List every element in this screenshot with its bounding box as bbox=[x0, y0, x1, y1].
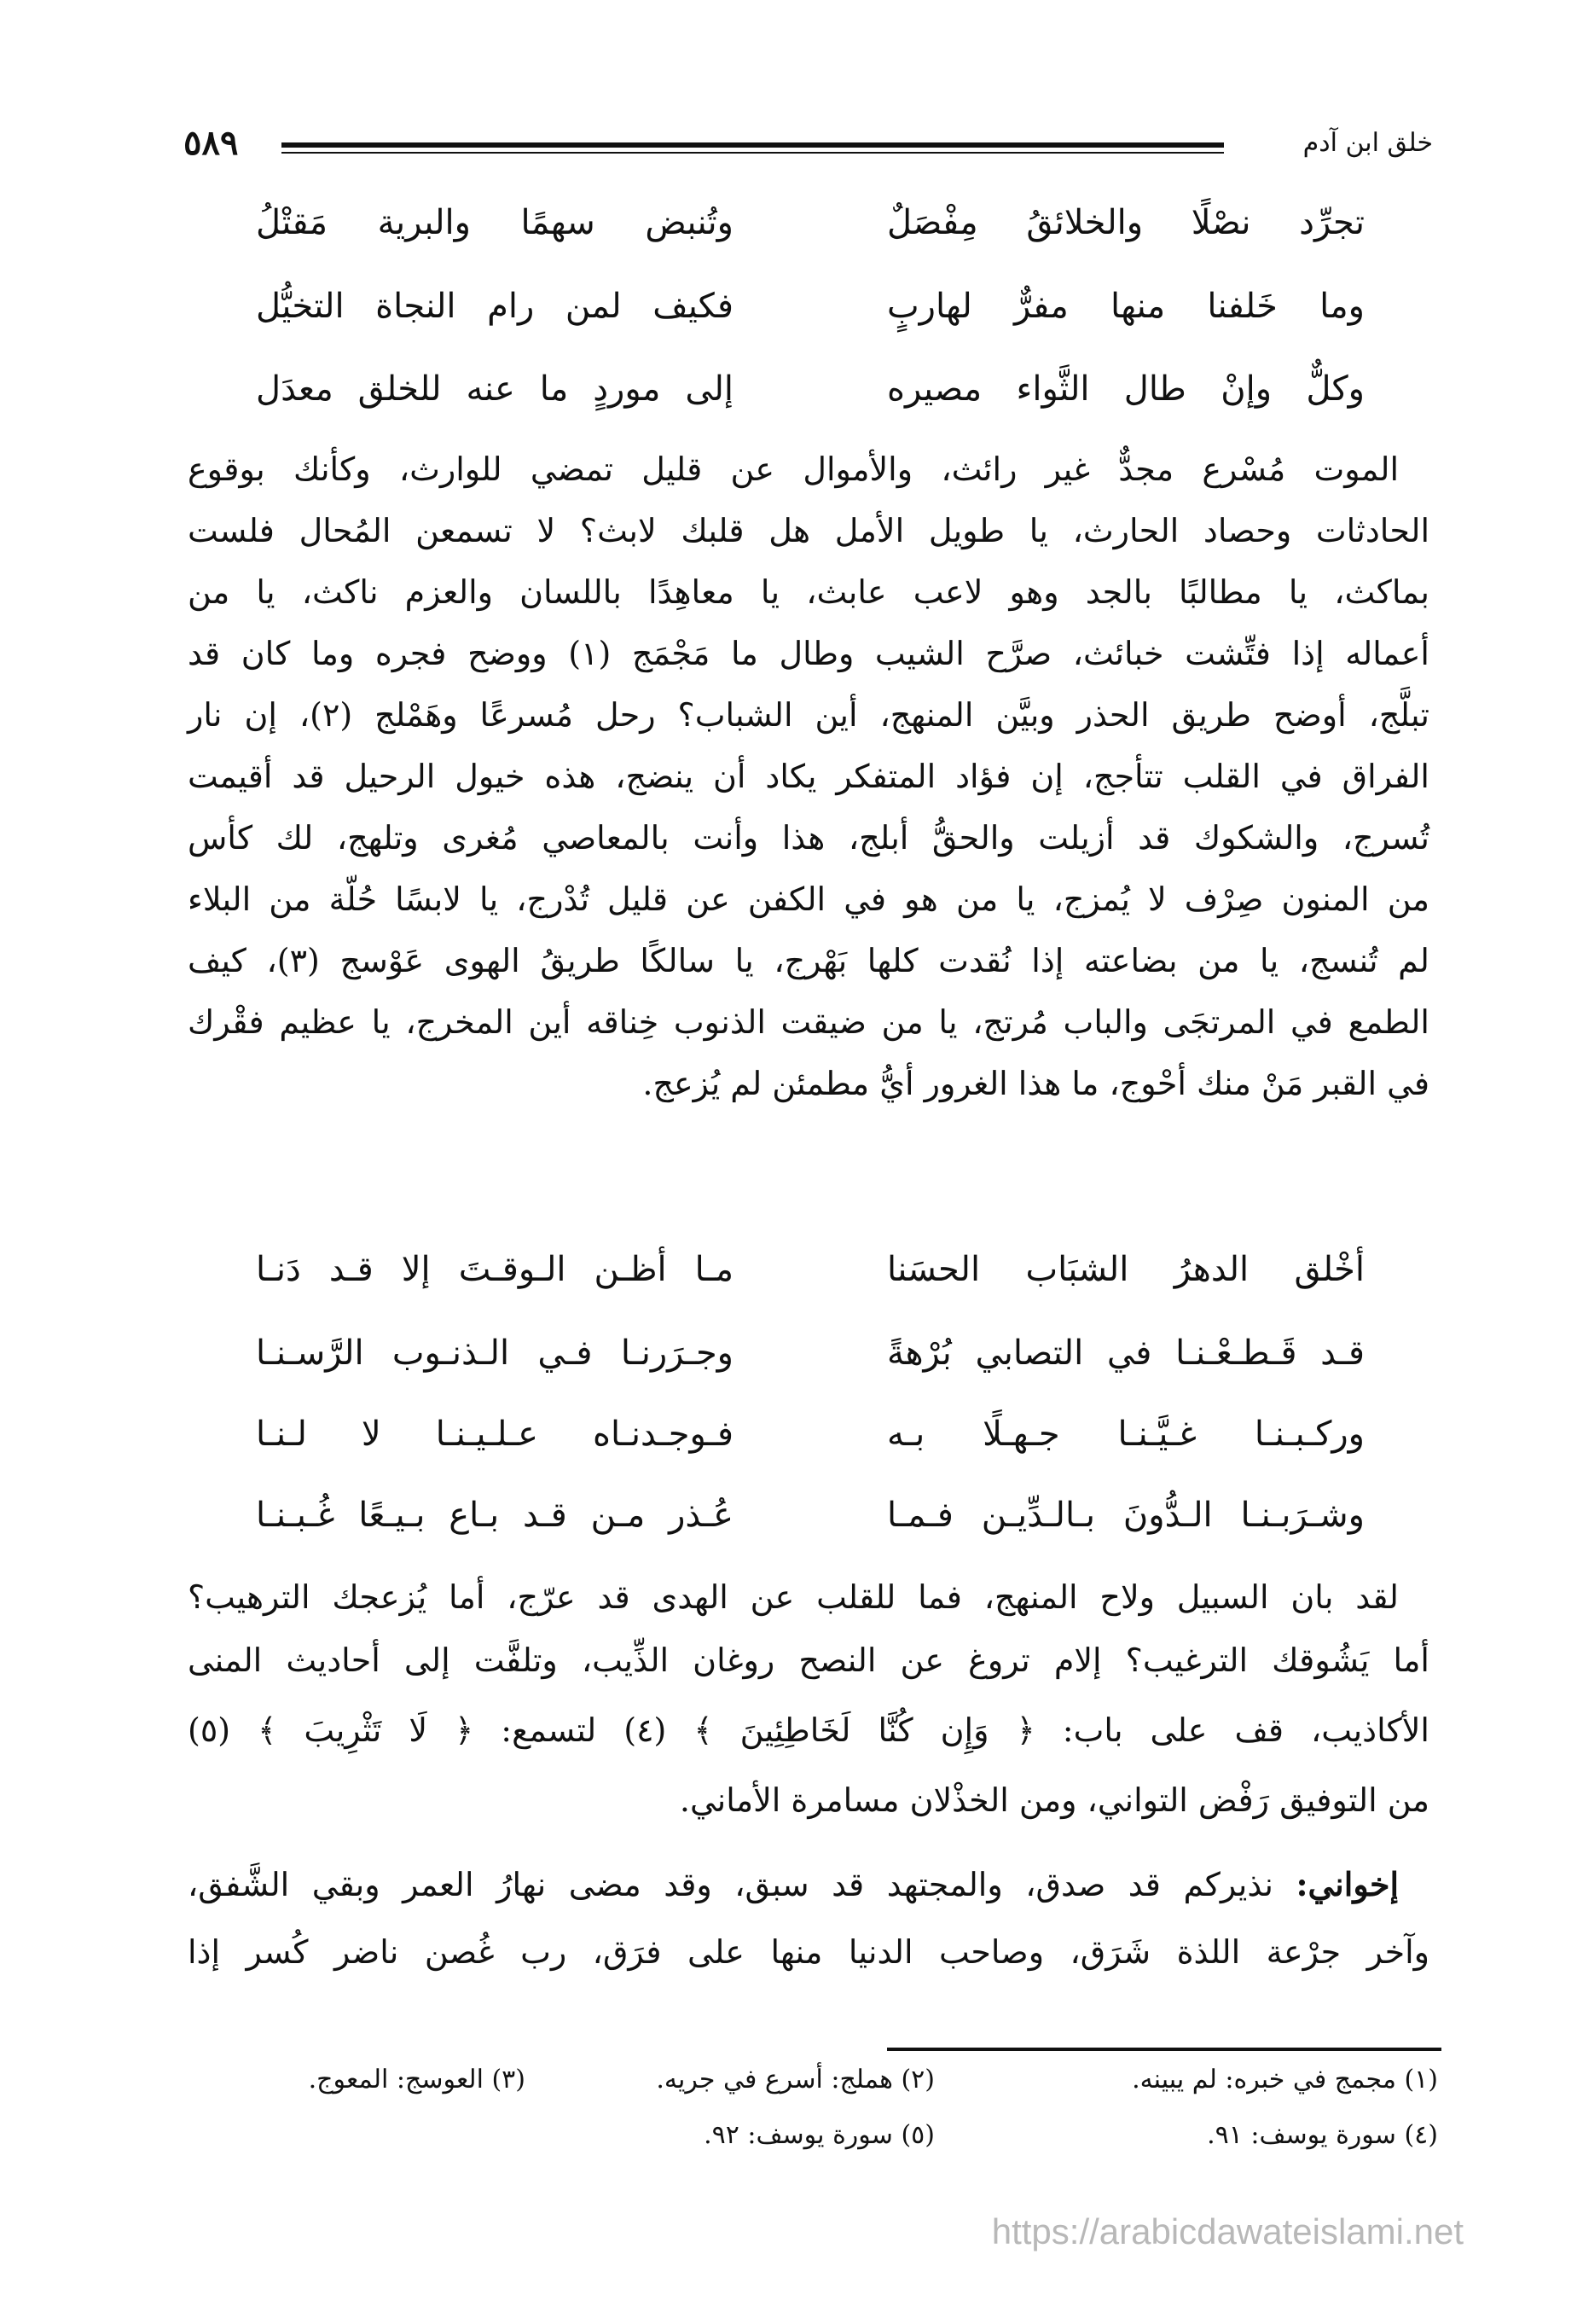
header-rule bbox=[281, 142, 1224, 148]
watermark-url: https://arabicdawateislami.net bbox=[991, 2211, 1464, 2251]
paragraph-line: في القبر مَنْ منك أحْوج، ما هذا الغرور أيُّ مطمئن لم يُزعج. bbox=[642, 1065, 1429, 1102]
paragraph-line: الفراق في القلب تتأجج، إن فؤاد المتفكر يكاد أن ينضج، هذه خيول الرحيل قد أقيمت bbox=[188, 758, 1429, 795]
line-text: نذيركم قد صدق، والمجتهد قد سبق، وقد مضى نهارُ العمر وبقي الشَّفق، bbox=[188, 1866, 1296, 1903]
hemistich: وتُنبض سهمًا والبرية مَقتْلُ bbox=[256, 203, 734, 242]
hemistich: أخْلق الدهرُ الشبَاب الحسَنا bbox=[887, 1250, 1365, 1289]
hemistich: وشـرَبـنـا الـدُّونَ بـالـدِّيـن فـمـا bbox=[887, 1496, 1365, 1535]
verse-line bbox=[256, 369, 1365, 421]
paragraph-line: بماكث، يا مطالبًا بالجد وهو لاعب عابث، يا معاهِدًا باللسان والعزم ناكث، يا من bbox=[188, 573, 1429, 611]
hemistich: تجرِّد نصْلًا والخلائقُ مِفْصَلٌ bbox=[887, 203, 1365, 242]
header-rule-thin bbox=[281, 152, 1224, 154]
paragraph-line: تُسرج، والشكوك قد أزيلت والحقُّ أبلج، هذا وأنت بالمعاصي مُغرى وتلهج، لك كأس bbox=[188, 819, 1429, 857]
paragraph-line: من التوفيق رَفْض التواني، ومن الخذْلان مسامرة الأماني. bbox=[679, 1781, 1429, 1819]
paragraph-line: تبلَّج، أوضح طريق الحذر وبيَّن المنهج، أين الشباب؟ رحل مُسرعًا وهَمْلج (٢)، إن نار bbox=[188, 696, 1429, 734]
verse-line bbox=[256, 287, 1365, 338]
verse-line bbox=[256, 1333, 1365, 1385]
paragraph-line: لقد بان السبيل ولاح المنهج، فما للقلب عن الهدى قد عرّج، أما يُزعجك الترهيب؟ bbox=[188, 1578, 1399, 1616]
hemistich: إلى موردٍ ما عنه للخلق معدَل bbox=[256, 369, 734, 409]
paragraph-line: الموت مُسْرع مجدٌّ غير رائث، والأموال عن قليل تمضي للوارث، وكأنك بوقوع bbox=[188, 450, 1399, 488]
footnote: (٥) سورة يوسف: ٩٢. bbox=[704, 2120, 935, 2150]
paragraph-line: الطمع في المرتجَى والباب مُرتج، يا من ضيقت الذنوب خِناقه أين المخرج، يا عظيم فقْرك bbox=[188, 1003, 1429, 1041]
hemistich: مـا أظـن الـوقـتَ إلا قـد دَنـا bbox=[256, 1250, 734, 1289]
paragraph-line: من المنون صِرْف لا يُمزج، يا من هو في الكفن عن قليل تُدْرج، يا لابسًا حُلّة من البلاء bbox=[188, 880, 1429, 918]
verse-line bbox=[256, 1496, 1365, 1547]
hemistich: وجـرَرنـا فـي الـذنـوب الرَّسـنـا bbox=[256, 1333, 734, 1373]
hemistich: وما خَلفنا منها مفرٌّ لهاربٍ bbox=[887, 287, 1365, 326]
footnote: (٤) سورة يوسف: ٩١. bbox=[1207, 2120, 1438, 2150]
paragraph-line: الحادثات وحصاد الحارث، يا طويل الأمل هل قلبك لابث؟ لا تسمعن المُحال فلست bbox=[188, 512, 1429, 549]
running-header bbox=[183, 123, 1433, 171]
paragraph-line: أعماله إذا فتِّشت خبائث، صرَّح الشيب وطال ما مَجْمَج (١) ووضح فجره وما كان قد bbox=[188, 635, 1429, 672]
paragraph-line: الأكاذيب، قف على باب: ﴿ وَإِن كُنَّا لَخَاطِئِينَ ﴾ (٤) لتسمع: ﴿ لَا تَثْرِيبَ ﴾ (٥) bbox=[188, 1711, 1429, 1749]
hemistich: عُـذر مـن قـد بـاع بـيـعًا غُـبـنـا bbox=[256, 1496, 734, 1535]
verse-line bbox=[256, 203, 1365, 254]
hemistich: فـوجـدنـاه عـلـيـنـا لا لـنـا bbox=[256, 1415, 734, 1454]
page-number: ٥٨٩ bbox=[183, 123, 239, 163]
lead-word: إخواني: bbox=[1296, 1865, 1399, 1903]
book-title: خلق ابن آدم bbox=[1302, 128, 1433, 158]
hemistich: وكلٌّ وإنْ طال الثَّواء مصيره bbox=[887, 369, 1365, 409]
paragraph-line: أما يَشُوقك الترغيب؟ إلام تروغ عن النصح روغان الذِّيب، وتلفَّت إلى أحاديث المنى bbox=[188, 1641, 1429, 1679]
paragraph-line: لم تُنسج، يا من بضاعته إذا نُقدت كلها بَهْرج، يا سالكًا طريقُ الهوى عَوْسج (٣)، كيف bbox=[188, 942, 1429, 979]
footnote: (٢) هملج: أسرع في جريه. bbox=[656, 2065, 935, 2095]
hemistich: وركـبـنـا غـيَّـنـا جـهـلًا بـه bbox=[887, 1415, 1365, 1454]
hemistich: قـد قَـطـعْـنـا في التصابي بُرْهةً bbox=[887, 1333, 1365, 1373]
hemistich: فكيف لمن رام النجاة التخيُّل bbox=[256, 287, 734, 326]
paragraph-line: وآخر جرْعة اللذة شَرَق، وصاحب الدنيا منها على فرَق، رب غُصن ناضر كُسر إذا bbox=[188, 1933, 1429, 1971]
footnote: (٣) العوسج: المعوج. bbox=[308, 2065, 525, 2095]
verse-line bbox=[256, 1250, 1365, 1301]
paragraph-line bbox=[188, 1865, 1399, 1903]
verse-line bbox=[256, 1415, 1365, 1466]
footnote: (١) مجمج في خبره: لم يبينه. bbox=[1132, 2065, 1438, 2095]
footnote-separator bbox=[887, 2048, 1441, 2051]
